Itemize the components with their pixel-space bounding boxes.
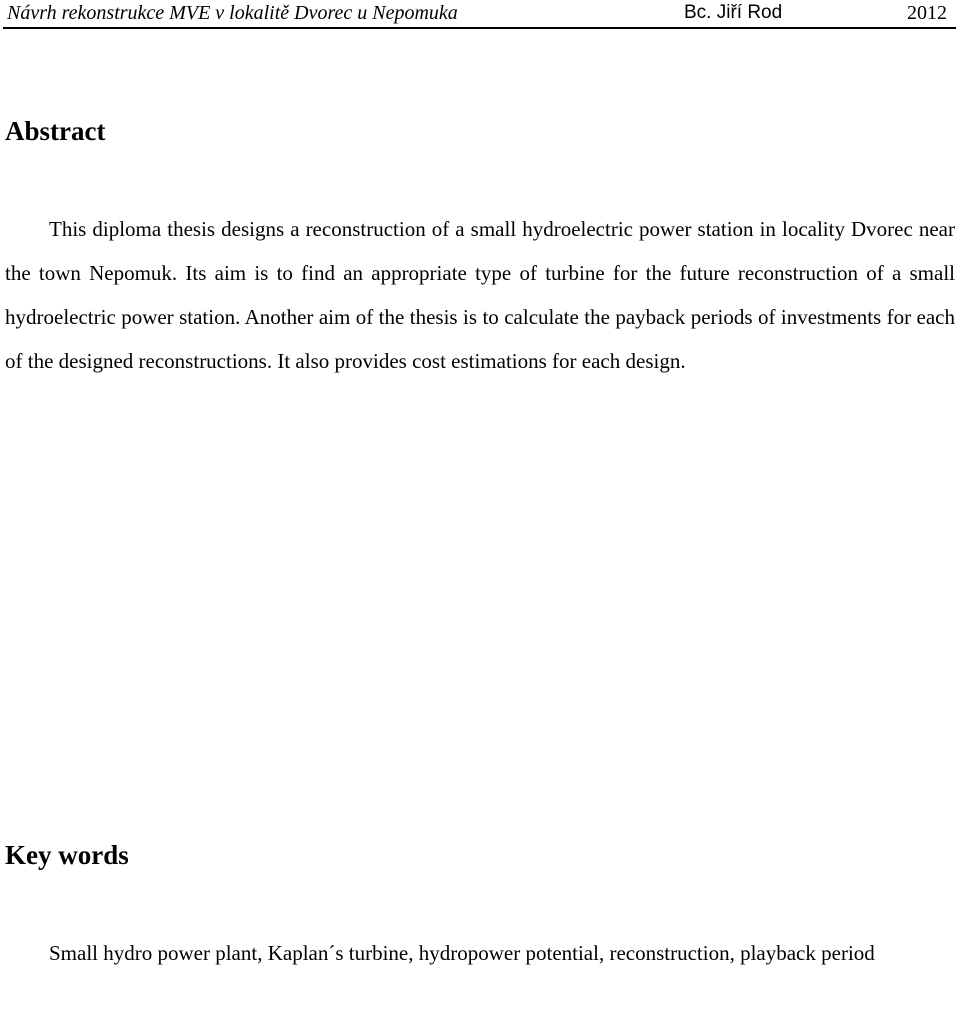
running-header bbox=[3, 0, 956, 29]
keywords-heading: Key words bbox=[5, 840, 129, 870]
abstract-heading: Abstract bbox=[5, 116, 106, 146]
abstract-paragraph: This diploma thesis designs a reconstruction of a small hydroelectric power station in locality Dvorec near the town Nepomuk. Its aim is to find an appropriate type of turbine for the future reconstruction of a small hydroelectric power station. Another aim of the thesis is to calculate the payback periods of investments for each of the designed reconstructions. It also provides cost estimations for each design. bbox=[5, 217, 955, 373]
author-name: Bc. Jiří Rod bbox=[684, 2, 783, 23]
thesis-title: Návrh rekonstrukce MVE v lokalitě Dvorec u Nepomuka bbox=[7, 2, 458, 24]
year: 2012 bbox=[907, 2, 947, 24]
keywords-paragraph: Small hydro power plant, Kaplan´s turbine, hydropower potential, reconstruction, playback period bbox=[49, 941, 875, 965]
